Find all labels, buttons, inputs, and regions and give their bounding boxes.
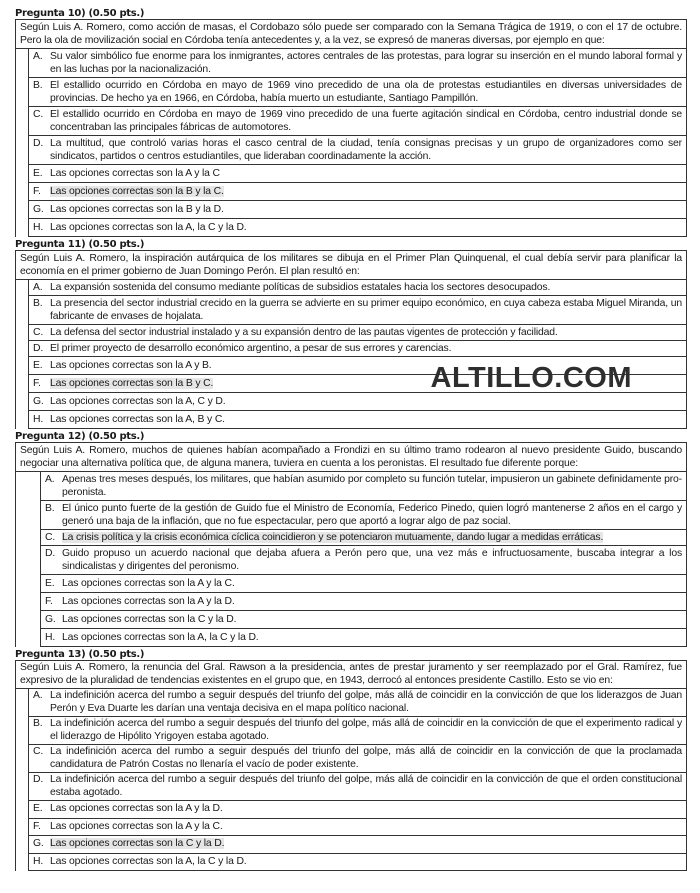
option-text: Las opciones correctas son la A, la C y la D. <box>62 632 259 643</box>
option-text: El estallido ocurrido en Córdoba en mayo de 1969 vino precedido de una fuerte agitación sindical en Córdoba, centro industrial donde se concentraban las principales fábricas de automotores. <box>50 109 682 133</box>
answer-option[interactable] <box>16 472 687 501</box>
question-stem: Según Luis A. Romero, la renuncia del Gral. Rawson a la presidencia, antes de prestar juramento y ser reemplazado por el Gral. Ramírez, fue expresivo de la pluralidad de tendencias existentes en el grupo que, en 1943, derrocó al entonces presidente Castillo. Esto se vio en: <box>16 661 687 689</box>
option-letter: C. <box>33 746 44 757</box>
option-letter: H. <box>33 414 44 425</box>
answer-option[interactable] <box>16 717 687 745</box>
option-letter: C. <box>45 532 56 543</box>
answer-option[interactable] <box>16 836 687 854</box>
option-text: Las opciones correctas son la A y B. <box>50 360 212 371</box>
answer-option[interactable] <box>16 49 687 78</box>
question-table <box>15 250 687 429</box>
option-text: La presencia del sector industrial crecido en la guerra se advierte en su primer equipo económico, en cuya cabeza estaba Miguel Miranda, un fabricante de envases de hojalata. <box>50 298 682 322</box>
answer-option[interactable] <box>16 325 687 341</box>
option-text: Las opciones correctas son la B y C. <box>50 378 214 389</box>
option-letter: A. <box>45 474 55 485</box>
question-table <box>15 19 687 237</box>
option-letter: F. <box>33 820 41 832</box>
option-letter: B. <box>45 503 55 514</box>
question-header: Pregunta 12) (0.50 pts.) <box>15 431 145 442</box>
option-letter: D. <box>33 343 44 354</box>
option-text: La indefinición acerca del rumbo a seguir después del triunfo del golpe, más allá de coincidir en la convicción de que el experimento radical y el liderazgo de Hipólito Yrigoyen estaba agotado. <box>50 718 682 742</box>
option-letter: G. <box>33 396 44 407</box>
option-text: El primer proyecto de desarrollo económico argentino, a pesar de sus errores y carencias. <box>50 343 452 354</box>
answer-option[interactable] <box>16 78 687 107</box>
option-text: La indefinición acerca del rumbo a seguir después del triunfo del golpe, más allá de coincidir en la convicción de que los liderazgos de Juan Perón y Eva Duarte les darían una ventaja decisiva en el mapa político nacional. <box>50 690 682 714</box>
option-letter: A. <box>33 282 43 293</box>
question-block <box>15 649 687 871</box>
question-block <box>15 8 687 237</box>
answer-option[interactable] <box>16 296 687 325</box>
option-text: Su valor simbólico fue enorme para los inmigrantes, actores centrales de las protestas, para lograr su inserción en el mundo laboral formal y en las luchas por la nacionalización. <box>50 51 682 75</box>
option-text: Las opciones correctas son la A, la C y la D. <box>50 855 247 867</box>
answer-option[interactable] <box>16 183 687 201</box>
answer-option[interactable] <box>16 375 687 393</box>
answer-option[interactable] <box>16 745 687 773</box>
option-text: Las opciones correctas son la B y la D. <box>50 204 224 215</box>
answer-option[interactable] <box>16 165 687 183</box>
answer-option[interactable] <box>16 219 687 237</box>
option-text: Las opciones correctas son la C y la D. <box>50 838 225 849</box>
option-letter: F. <box>33 378 41 389</box>
altillo-watermark: ALTILLO.COM <box>430 362 632 394</box>
option-letter: B. <box>33 298 43 309</box>
option-letter: B. <box>33 718 43 729</box>
option-text: La defensa del sector industrial instalado y a su expansión dentro de las pautas vigentes de protección y facilidad. <box>50 327 558 338</box>
answer-option[interactable] <box>16 773 687 801</box>
answer-option[interactable] <box>16 280 687 296</box>
option-letter: E. <box>33 168 43 179</box>
option-text: La multitud, que controló varias horas el casco central de la ciudad, tenía consignas precisas y un grupo de organizadores como ser sindicatos, partidos o centros estudiantiles, que lideraban coordinadamente la acción. <box>50 138 682 162</box>
option-letter: G. <box>33 838 44 849</box>
option-text: Las opciones correctas son la A y la C. <box>62 578 235 589</box>
option-letter: G. <box>33 204 44 215</box>
option-letter: H. <box>33 222 44 233</box>
question-block <box>15 239 687 429</box>
question-stem: Según Luis A. Romero, muchos de quienes habían acompañado a Frondizi en su último tramo rodearon al nuevo presidente Guido, buscando negociar una alternativa política que, de alguna manera, tuviera en cuenta a los peronistas. El resultado fue diferente porque: <box>16 443 687 472</box>
option-letter: C. <box>33 109 44 120</box>
option-text: Las opciones correctas son la A, la C y la D. <box>50 222 247 233</box>
option-text: Guido propuso un acuerdo nacional que dejaba afuera a Perón pero que, una vez más e infructuosamente, buscaba integrar a los sindicalistas y dirigentes del peronismo. <box>62 548 682 572</box>
option-letter: B. <box>33 80 43 91</box>
option-text: Las opciones correctas son la A y la D. <box>50 803 223 814</box>
option-letter: E. <box>45 578 55 589</box>
option-text: Las opciones correctas son la A y la C. <box>50 820 223 832</box>
option-text: Las opciones correctas son la B y la C. <box>50 186 224 197</box>
option-letter: E. <box>33 803 43 814</box>
option-letter: F. <box>33 186 41 197</box>
option-letter: D. <box>33 138 44 149</box>
answer-option[interactable] <box>16 107 687 136</box>
answer-option[interactable] <box>16 801 687 819</box>
option-text: La indefinición acerca del rumbo a seguir después del triunfo del golpe, más allá de coincidir en la convicción de que la proclamada candidatura de Patrón Costas no llenaría el vacío de poder existente. <box>50 746 682 770</box>
option-text: Las opciones correctas son la A, B y C. <box>50 414 225 425</box>
answer-option[interactable] <box>16 393 687 411</box>
answer-option[interactable] <box>16 501 687 530</box>
answer-option[interactable] <box>16 411 687 429</box>
option-text: La crisis política y la crisis económica cíclica coincidieron y se potenciaron mutuamente, dando lugar a medidas erráticas. <box>62 532 604 543</box>
option-text: La indefinición acerca del rumbo a seguir después del triunfo del golpe, más allá de coincidir en la convicción de que el orden constitucional estaba agotado. <box>50 774 682 798</box>
question-header: Pregunta 10) (0.50 pts.) <box>15 8 145 19</box>
answer-option[interactable] <box>16 689 687 717</box>
option-text: Las opciones correctas son la A, C y D. <box>50 396 226 407</box>
answer-option[interactable] <box>16 853 687 871</box>
option-text: Las opciones correctas son la C y la D. <box>62 614 237 625</box>
option-letter: D. <box>33 774 44 785</box>
answer-option[interactable] <box>16 530 687 546</box>
option-letter: A. <box>33 51 43 62</box>
option-text: Las opciones correctas son la A y la D. <box>62 596 235 607</box>
answer-option[interactable] <box>16 136 687 165</box>
option-text: El estallido ocurrido en Córdoba en mayo de 1969 vino precedido de una ola de protestas estudiantiles en diversas universidades de provincias. De hecho ya en 1966, en Córdoba, había muerto un estudiante, Santiago Pampillón. <box>50 80 682 104</box>
option-text: La expansión sostenida del consumo mediante políticas de subsidios estatales hacia los sectores desocupados. <box>50 282 551 293</box>
answer-option[interactable] <box>16 201 687 219</box>
option-letter: A. <box>33 690 43 701</box>
answer-option[interactable] <box>16 593 687 611</box>
option-letter: D. <box>45 548 56 559</box>
answer-option[interactable] <box>16 629 687 647</box>
answer-option[interactable] <box>16 611 687 629</box>
question-stem: Según Luis A. Romero, como acción de masas, el Cordobazo sólo puede ser comparado con la Semana Trágica de 1919, o con el 17 de octubre. Pero la ola de movilización social en Córdoba tenía antecedentes y, a la vez, se expresó de maneras diversas, por ejemplo en que: <box>16 20 687 49</box>
option-text: Apenas tres meses después, los militares, que habían asumido por completo su función tutelar, impusieron un gabinete definidamente pro-peronista. <box>62 474 682 498</box>
option-letter: H. <box>45 632 56 643</box>
question-table <box>15 442 687 647</box>
answer-option[interactable] <box>16 546 687 575</box>
option-letter: H. <box>33 855 44 867</box>
answer-option[interactable] <box>16 341 687 357</box>
option-letter: F. <box>45 596 53 607</box>
question-block <box>15 431 687 647</box>
question-table <box>15 660 687 871</box>
question-stem: Según Luis A. Romero, la inspiración autárquica de los militares se dibuja en el Primer Plan Quinquenal, el cual debía servir para planificar la economía en el primer gobierno de Juan Domingo Perón. El plan resultó en: <box>16 251 687 280</box>
option-text: Las opciones correctas son la A y la C <box>50 168 220 179</box>
question-header: Pregunta 13) (0.50 pts.) <box>15 649 145 660</box>
answer-option[interactable] <box>16 575 687 593</box>
option-letter: G. <box>45 614 56 625</box>
option-text: El único punto fuerte de la gestión de Guido fue el Ministro de Economía, Federico Pinedo, quien logró mantenerse 2 años en el cargo y generó una baja de la inflación, que no fue espectacular, pero que aportó a lograr algo de paz social. <box>62 503 682 527</box>
option-letter: C. <box>33 327 44 338</box>
answer-option[interactable] <box>16 818 687 836</box>
option-letter: E. <box>33 360 43 371</box>
question-header: Pregunta 11) (0.50 pts.) <box>15 239 145 250</box>
